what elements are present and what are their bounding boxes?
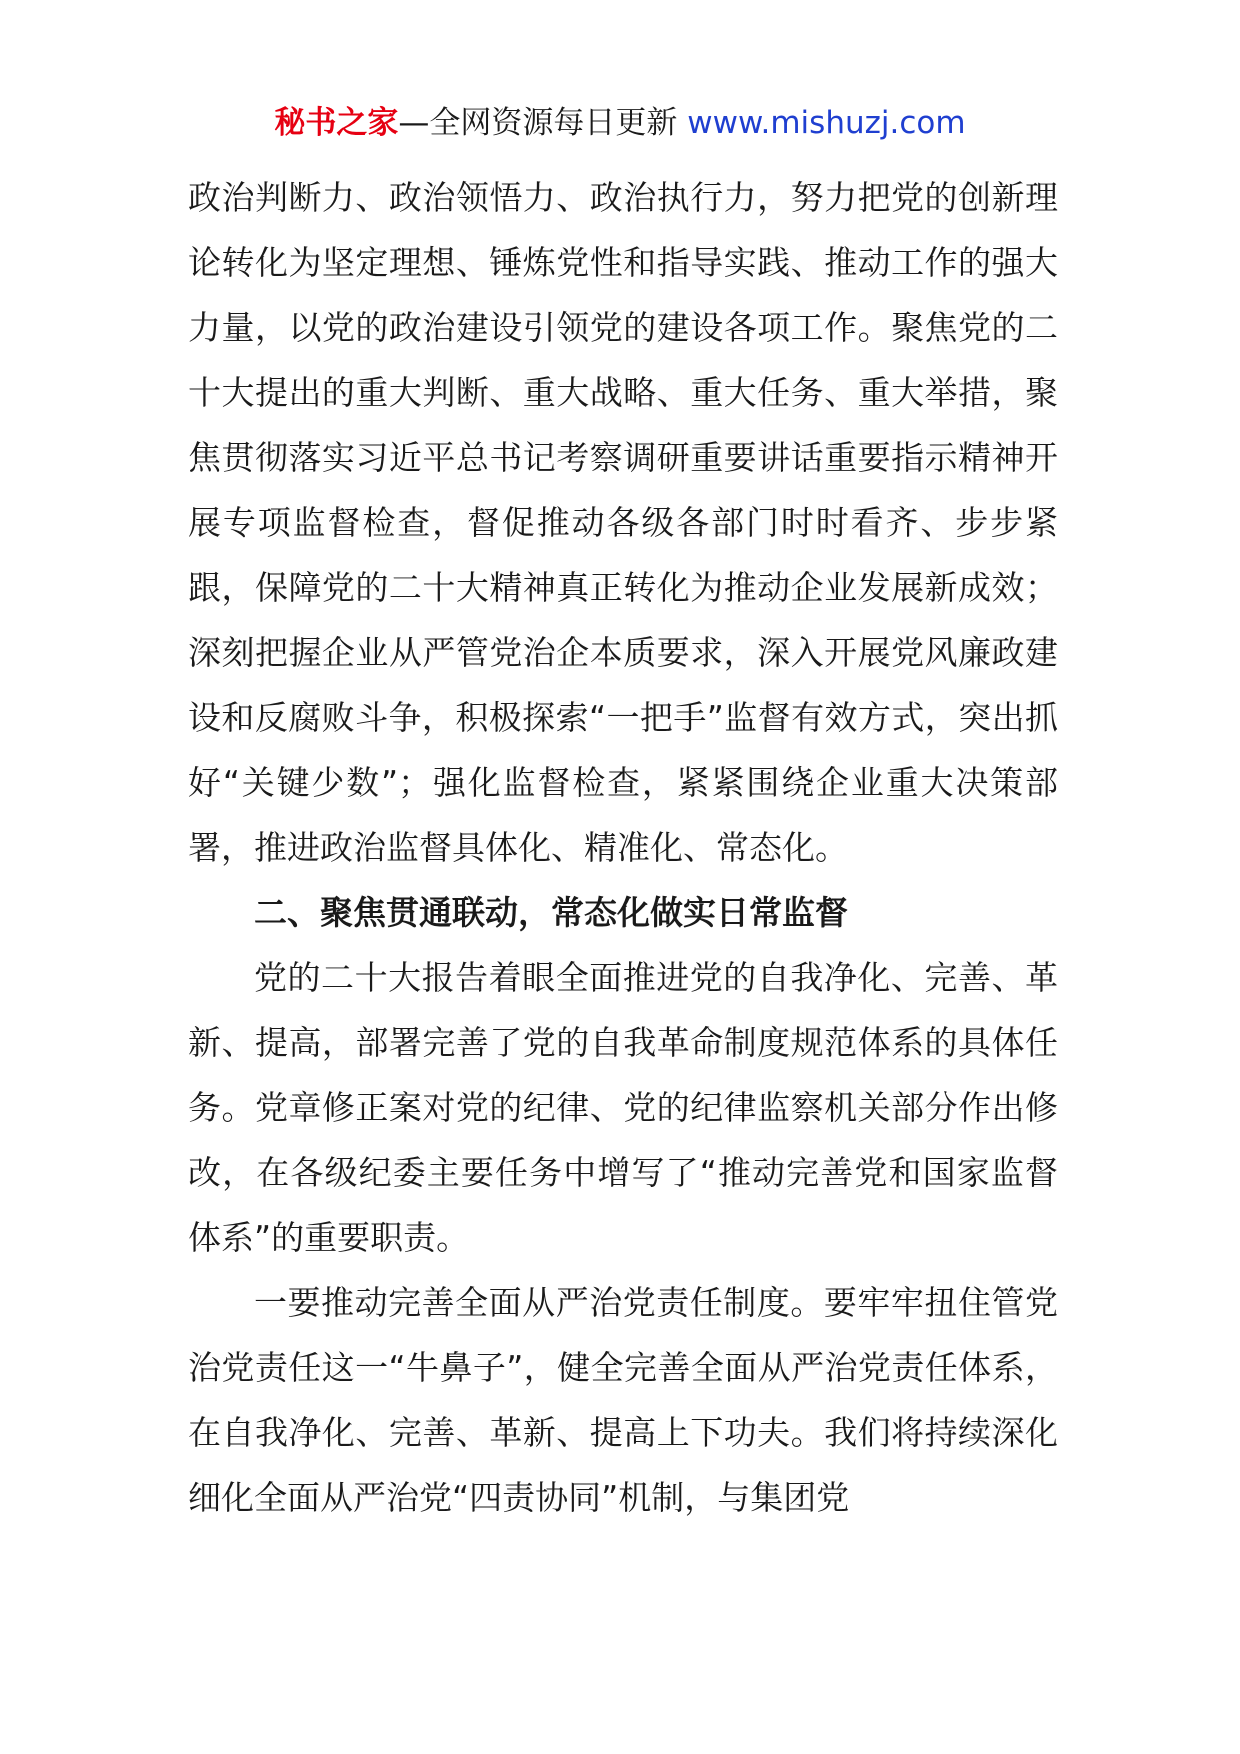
paragraph: 党的二十大报告着眼全面推进党的自我净化、完善、革新、提高，部署完善了党的自我革命制度规范体系的具体任务。党章修正案对党的纪律、党的纪律监察机关部分作出修改，在各级纪委主要任务中增写了“推动完善党和国家监督体系”的重要职责。 [188,958,1058,1257]
document-body [188,165,1058,1530]
paragraph-continuation: 政治判断力、政治领悟力、政治执行力，努力把党的创新理论转化为坚定理想、锤炼党性和指导实践、推动工作的强大力量，以党的政治建设引领党的建设各项工作。聚焦党的二十大提出的重大判断、重大战略、重大任务、重大举措，聚焦贯彻落实习近平总书记考察调研重要讲话重要指示精神开展专项监督检查，督促推动各级各部门时时看齐、步步紧跟，保障党的二十大精神真正转化为推动企业发展新成效；深刻把握企业从严管党治企本质要求，深入开展党风廉政建设和反腐败斗争，积极探索“一把手”监督有效方式，突出抓好“关键少数”；强化监督检查，紧紧围绕企业重大决策部署，推进政治监督具体化、精准化、常态化。 [188,178,1058,867]
site-tagline: —全网资源每日更新 [398,105,688,141]
site-url-link[interactable]: www.mishuzj.com [687,105,966,141]
paragraph: 一要推动完善全面从严治党责任制度。要牢牢扭住管党治党责任这一“牛鼻子”，健全完善全面从严治党责任体系，在自我净化、完善、革新、提高上下功夫。我们将持续深化细化全面从严治党“四责协同”机制，与集团党 [188,1283,1058,1517]
site-brand: 秘书之家 [274,105,399,141]
section-heading: 二、聚焦贯通联动，常态化做实日常监督 [254,893,848,932]
site-header [0,100,1240,146]
